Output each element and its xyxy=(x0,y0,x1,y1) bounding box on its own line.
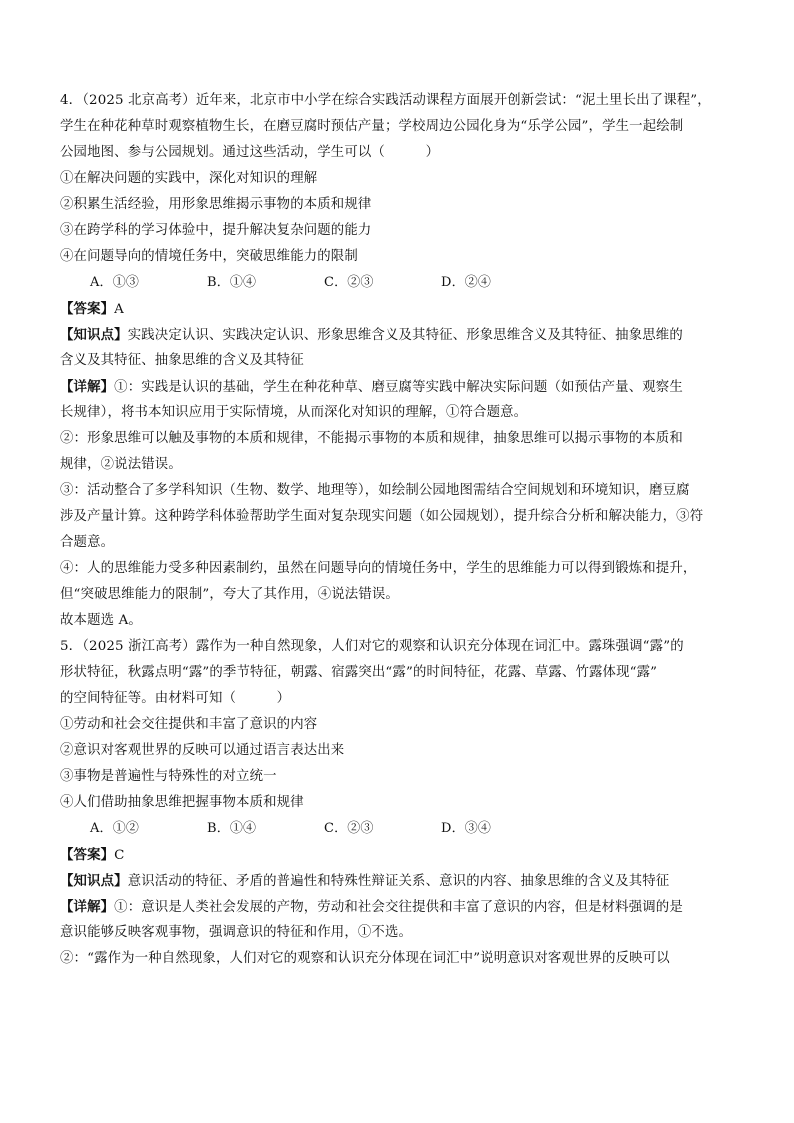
knowledge-text: 实践决定认识、实践决定认识、形象思维含义及其特征、形象思维含义及其特征、抽象思维的 xyxy=(127,328,683,343)
q4-answer xyxy=(60,296,734,322)
q5-statement: ①劳动和社会交往提供和丰富了意识的内容 xyxy=(60,717,318,732)
q4-knowledge-point xyxy=(60,322,734,348)
knowledge-text: 意识活动的特征、矛盾的普遍性和特殊性辩证关系、意识的内容、抽象思维的含义及其特征 xyxy=(127,874,670,889)
q4-option-a: A．①③ xyxy=(90,275,139,290)
q4-option-c: C．②③ xyxy=(324,275,374,290)
q4-conclusion: 故本题选 A。 xyxy=(60,613,142,628)
q5-statement: ④人们借助抽象思维把握事物本质和规律 xyxy=(60,795,304,810)
q4-detail-line: 但“突破思维能力的限制”，夸大了其作用，④说法错误。 xyxy=(60,587,399,602)
q5-option-b: B．①④ xyxy=(207,821,257,836)
q4-detail xyxy=(60,374,734,400)
q4-stem-line: 学生在种花种草时观察植物生长，在磨豆腐时预估产量；学校周边公园化身为“乐学公园”，学生一起绘制 xyxy=(60,119,684,134)
detail-tag: 【详解】 xyxy=(60,899,115,915)
q4-statement: ②积累生活经验，用形象思维揭示事物的本质和规律 xyxy=(60,197,372,212)
q4-detail-line: 涉及产量计算。这种跨学科体验帮助学生面对复杂现实问题（如公园规划），提升综合分析和解决能力，③符 xyxy=(60,509,704,524)
q5-stem-line: 5．（2025 浙江高考）露作为一种自然现象，人们对它的观察和认识充分体现在词汇中。露珠强调“露”的 xyxy=(60,639,684,654)
q5-statement: ②意识对客观世界的反映可以通过语言表达出来 xyxy=(60,743,345,758)
answer-value: C xyxy=(114,848,125,863)
page-content xyxy=(60,88,734,972)
q5-option-d: D．③④ xyxy=(441,821,492,836)
q4-option-d: D．②④ xyxy=(441,275,492,290)
q4-detail-line: ②：形象思维可以触及事物的本质和规律，不能揭示事物的本质和规律，抽象思维可以揭示事物的本质和 xyxy=(60,431,683,446)
q5-option-a: A．①② xyxy=(90,821,139,836)
q4-stem-line: 4．（2025 北京高考）近年来，北京市中小学在综合实践活动课程方面展开创新尝试：“泥土里长出了课程”， xyxy=(60,93,711,108)
q4-options xyxy=(60,270,734,296)
detail-tag: 【详解】 xyxy=(60,379,115,395)
q5-stem-line: 的空间特征等。由材料可知（ ） xyxy=(60,691,291,706)
q4-option-b: B．①④ xyxy=(207,275,257,290)
answer-tag: 【答案】 xyxy=(60,301,115,317)
q5-answer xyxy=(60,842,734,868)
q5-detail xyxy=(60,894,734,920)
q4-statement: ①在解决问题的实践中，深化对知识的理解 xyxy=(60,171,318,186)
question-4 xyxy=(60,88,734,634)
q4-statement: ③在跨学科的学习体验中，提升解决复杂问题的能力 xyxy=(60,223,372,238)
q5-knowledge-point xyxy=(60,868,734,894)
q5-detail-line: ②：“露作为一种自然现象，人们对它的观察和认识充分体现在词汇中”说明意识对客观世界的反映可以 xyxy=(60,951,670,966)
q4-detail-line: ④：人的思维能力受多种因素制约，虽然在问题导向的情境任务中，学生的思维能力可以得到锻炼和提升， xyxy=(60,561,697,576)
q4-detail-line: 规律，②说法错误。 xyxy=(60,457,182,472)
q5-options xyxy=(60,816,734,842)
answer-value: A xyxy=(114,302,124,317)
q4-stem-line: 公园地图、参与公园规划。通过这些活动，学生可以（ ） xyxy=(60,145,440,160)
q4-statement: ④在问题导向的情境任务中，突破思维能力的限制 xyxy=(60,249,358,264)
q5-statement: ③事物是普遍性与特殊性的对立统一 xyxy=(60,769,277,784)
q5-stem-line: 形状特征，秋露点明“露”的季节特征，朝露、宿露突出“露”的时间特征，花露、草露、竹露体现“露” xyxy=(60,665,658,680)
q5-option-c: C．②③ xyxy=(324,821,374,836)
detail-text: ①：意识是人类社会发展的产物，劳动和社会交往提供和丰富了意识的内容，但是材料强调的是 xyxy=(114,900,683,915)
detail-text: ①：实践是认识的基础，学生在种花种草、磨豆腐等实践中解决实际问题（如预估产量、观察生 xyxy=(114,380,683,395)
q4-knowledge-line: 含义及其特征、抽象思维的含义及其特征 xyxy=(60,353,304,368)
q5-detail-line: 意识能够反映客观事物，强调意识的特征和作用，①不选。 xyxy=(60,925,413,940)
knowledge-tag: 【知识点】 xyxy=(60,873,128,889)
answer-tag: 【答案】 xyxy=(60,847,115,863)
q4-detail-line: 长规律），将书本知识应用于实际情境，从而深化对知识的理解，①符合题意。 xyxy=(60,405,528,420)
question-5 xyxy=(60,634,734,972)
knowledge-tag: 【知识点】 xyxy=(60,327,128,343)
q4-detail-line: 合题意。 xyxy=(60,535,115,550)
q4-detail-line: ③：活动整合了多学科知识（生物、数学、地理等），如绘制公园地图需结合空间规划和环境知识，磨豆腐 xyxy=(60,483,690,498)
